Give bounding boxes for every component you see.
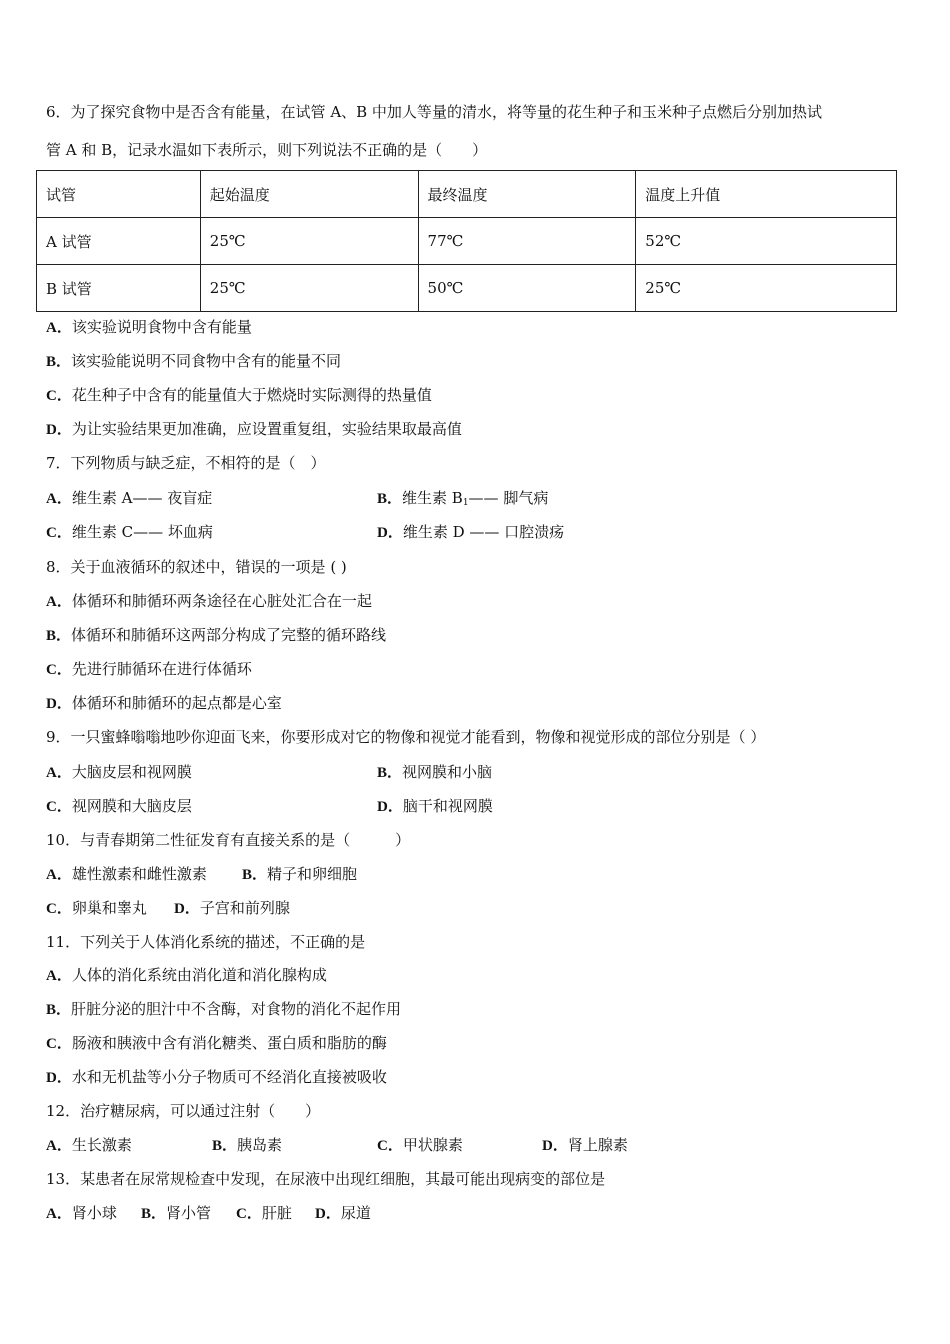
q6-option-d <box>46 419 462 440</box>
table-cell: B 试管 <box>37 265 201 312</box>
option-letter: C． <box>46 901 72 917</box>
option-text: 胰岛素 <box>237 1136 283 1154</box>
table-cell: 25℃ <box>200 218 418 265</box>
option-text: 维生素 C—— 坏血病 <box>71 523 213 541</box>
q13-option-d <box>315 1203 371 1224</box>
option-text: 肠液和胰液中含有消化糖类、蛋白质和脂肪的酶 <box>71 1034 387 1052</box>
q10-option-b <box>242 864 357 885</box>
option-letter: B． <box>46 354 72 370</box>
q8-option-c <box>46 659 252 680</box>
q6-option-a <box>46 317 252 338</box>
option-text: 视网膜和小脑 <box>402 763 493 781</box>
option-text: 花生种子中含有的能量值大于燃烧时实际测得的热量值 <box>71 386 432 404</box>
table-header-cell: 温度上升值 <box>636 171 897 218</box>
option-letter: C． <box>46 799 72 815</box>
option-letter: B． <box>212 1138 238 1154</box>
option-letter: B． <box>141 1206 167 1222</box>
q8-option-d <box>46 693 282 714</box>
table-header-cell: 试管 <box>37 171 201 218</box>
q10-option-a <box>46 864 207 885</box>
option-letter: D． <box>542 1138 568 1154</box>
option-text: 该实验能说明不同食物中含有的能量不同 <box>71 352 342 370</box>
option-letter: C． <box>46 525 72 541</box>
option-letter: A． <box>46 968 72 984</box>
q6-option-b <box>46 351 341 372</box>
q11-option-c <box>46 1033 387 1054</box>
option-letter: C． <box>377 1138 403 1154</box>
q12-option-a <box>46 1135 132 1156</box>
option-text: 体循环和肺循环这两部分构成了完整的循环路线 <box>71 626 387 644</box>
q8-stem: 8．关于血液循环的叙述中，错误的一项是 ( ) <box>46 558 347 576</box>
q12-option-b <box>212 1135 282 1156</box>
option-text: 子宫和前列腺 <box>199 899 290 917</box>
option-letter: C． <box>46 388 72 404</box>
q11-stem: 11．下列关于人体消化系统的描述，不正确的是 <box>46 933 366 951</box>
option-text: 肝脏分泌的胆汁中不含酶，对食物的消化不起作用 <box>71 1000 402 1018</box>
option-text: 大脑皮层和视网膜 <box>71 763 192 781</box>
q8-option-b <box>46 625 386 646</box>
option-letter: B． <box>377 765 403 781</box>
q9-option-c <box>46 796 192 817</box>
q12-stem: 12．治疗糖尿病，可以通过注射（ ） <box>46 1102 321 1120</box>
option-text: 精子和卵细胞 <box>267 865 358 883</box>
option-letter: C． <box>46 1036 72 1052</box>
q9-option-d <box>377 796 493 817</box>
option-letter: B． <box>46 1002 72 1018</box>
option-letter: A． <box>46 491 72 507</box>
q9-option-a <box>46 762 192 783</box>
q10-option-d <box>174 898 290 919</box>
option-text: 水和无机盐等小分子物质可不经消化直接被吸收 <box>71 1068 387 1086</box>
q13-option-c <box>236 1203 292 1224</box>
option-letter: C． <box>46 662 72 678</box>
option-letter: B． <box>46 628 72 644</box>
table-row <box>37 218 897 265</box>
q10-stem: 10．与青春期第二性征发育有直接关系的是（ ） <box>46 831 411 849</box>
option-text: 人体的消化系统由消化道和消化腺构成 <box>71 966 327 984</box>
q10-option-c <box>46 898 147 919</box>
option-text: 先进行肺循环在进行体循环 <box>71 660 252 678</box>
option-letter: D． <box>46 696 72 712</box>
option-text: 生长激素 <box>71 1136 132 1154</box>
option-text: 体循环和肺循环的起点都是心室 <box>71 694 282 712</box>
option-letter: B． <box>377 491 403 507</box>
option-text: 卵巢和睾丸 <box>71 899 147 917</box>
option-text: 维生素 D —— 口腔溃疡 <box>402 523 565 541</box>
q6-stem-line1: 6．为了探究食物中是否含有能量，在试管 A、B 中加人等量的清水，将等量的花生种子和玉米种子点燃后分别加热试 <box>46 103 822 121</box>
q7-option-c <box>46 522 213 543</box>
q12-option-d <box>542 1135 628 1156</box>
option-text: 肾上腺素 <box>567 1136 628 1154</box>
q11-option-b <box>46 999 401 1020</box>
table-cell: 52℃ <box>636 218 897 265</box>
q9-option-b <box>377 762 492 783</box>
option-text: 肾小球 <box>71 1204 117 1222</box>
q12-option-c <box>377 1135 463 1156</box>
q6-option-c <box>46 385 432 406</box>
table-cell: 50℃ <box>418 265 636 312</box>
option-letter: D． <box>46 1070 72 1086</box>
option-letter: A． <box>46 1206 72 1222</box>
table-row <box>37 265 897 312</box>
q7-stem: 7．下列物质与缺乏症，不相符的是（ ） <box>46 454 326 472</box>
table-header-row <box>37 171 897 218</box>
table-cell: 77℃ <box>418 218 636 265</box>
option-letter: D． <box>377 799 403 815</box>
table-header-cell: 最终温度 <box>418 171 636 218</box>
q11-option-a <box>46 965 327 986</box>
option-text: 尿道 <box>340 1204 371 1222</box>
q6-data-table <box>36 170 897 312</box>
option-letter: A． <box>46 867 72 883</box>
q11-option-d <box>46 1067 387 1088</box>
option-letter: A． <box>46 765 72 781</box>
q7-option-b <box>377 488 548 513</box>
q8-option-a <box>46 591 372 612</box>
subscript: 1 <box>462 498 469 508</box>
option-text: 体循环和肺循环两条途径在心脏处汇合在一起 <box>71 592 372 610</box>
table-cell: A 试管 <box>37 218 201 265</box>
option-text: 脑干和视网膜 <box>402 797 493 815</box>
option-text: 为让实验结果更加准确，应设置重复组，实验结果取最高值 <box>71 420 462 438</box>
q7-option-a <box>46 488 212 509</box>
option-text: 维生素 A—— 夜盲症 <box>71 489 213 507</box>
q13-option-a <box>46 1203 117 1224</box>
option-text: 肝脏 <box>261 1204 292 1222</box>
option-text: 该实验说明食物中含有能量 <box>71 318 252 336</box>
q7-option-d <box>377 522 564 543</box>
q13-option-b <box>141 1203 211 1224</box>
option-letter: A． <box>46 594 72 610</box>
option-text: 肾小管 <box>166 1204 212 1222</box>
option-text: 雄性激素和雌性激素 <box>71 865 207 883</box>
option-letter: D． <box>174 901 200 917</box>
option-letter: D． <box>377 525 403 541</box>
option-text: 维生素 B <box>402 489 463 507</box>
option-text: 视网膜和大脑皮层 <box>71 797 192 815</box>
option-letter: A． <box>46 320 72 336</box>
option-letter: A． <box>46 1138 72 1154</box>
option-letter: D． <box>46 422 72 438</box>
q13-stem: 13．某患者在尿常规检查中发现，在尿液中出现红细胞，其最可能出现病变的部位是 <box>46 1170 606 1188</box>
table-cell: 25℃ <box>200 265 418 312</box>
table-cell: 25℃ <box>636 265 897 312</box>
option-letter: D． <box>315 1206 341 1222</box>
table-header-cell: 起始温度 <box>200 171 418 218</box>
option-text: 甲状腺素 <box>402 1136 463 1154</box>
option-letter: C． <box>236 1206 262 1222</box>
option-text: —— 脚气病 <box>468 489 549 507</box>
q6-stem-line2: 管 A 和 B，记录水温如下表所示，则下列说法不正确的是（ ） <box>46 141 488 159</box>
q9-stem: 9．一只蜜蜂嗡嗡地吵你迎面飞来，你要形成对它的物像和视觉才能看到，物像和视觉形成的部位分别是（ ） <box>46 728 766 746</box>
option-letter: B． <box>242 867 268 883</box>
